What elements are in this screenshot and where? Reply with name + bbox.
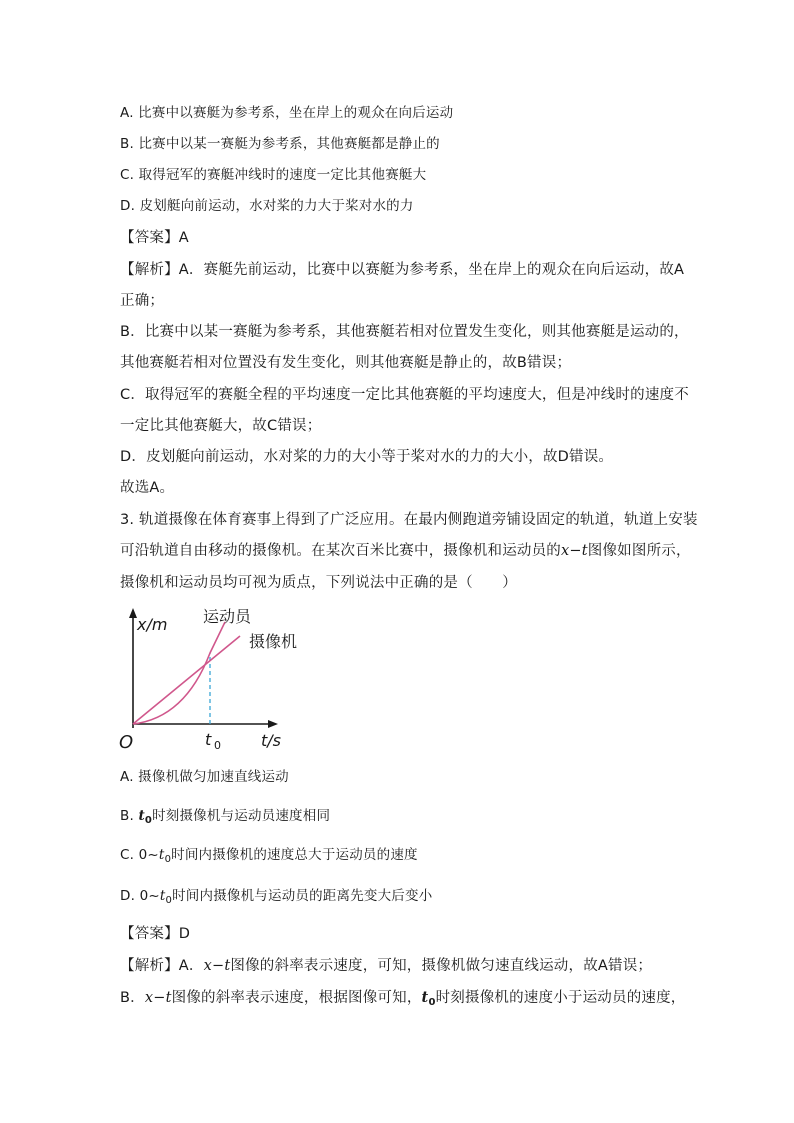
q2-analysis-line-5: C．取得冠军的赛艇全程的平均速度一定比其他赛艇的平均速度大，但是冲线时的速度不 xyxy=(120,387,689,403)
t0-label: t xyxy=(205,730,212,749)
q3-option-d xyxy=(120,886,680,911)
q3-option-c xyxy=(120,845,680,870)
origin-label: O xyxy=(119,732,134,753)
y-axis-label: x/m xyxy=(137,615,168,634)
q3-stem-xt: x−t xyxy=(561,543,588,559)
q3-option-c-sub: 0 xyxy=(164,854,172,865)
q3-option-c-t: t xyxy=(158,847,165,863)
q3-analysis-a-text: 图像的斜率表示速度，可知，摄像机做匀速直线运动，故A错误； xyxy=(230,958,653,974)
q3-option-b-t: t xyxy=(138,808,145,824)
q3-analysis-a-prefix: 【解析】A． xyxy=(120,958,204,974)
q3-option-d-sub: 0 xyxy=(165,895,173,906)
q3-option-b-text: 时刻摄像机与运动员速度相同 xyxy=(152,808,331,824)
camera-label: 摄像机 xyxy=(249,632,298,651)
q3-analysis-b-sub: 0 xyxy=(428,997,436,1008)
q3-option-d-prefix: D. xyxy=(120,888,140,904)
q2-analysis-line-2: 正确； xyxy=(120,293,165,309)
q3-analysis-b-prefix: B． xyxy=(120,990,145,1006)
q3-analysis-b-mid: 图像的斜率表示速度，根据图像可知， xyxy=(171,990,422,1006)
q2-option-a: A. 比赛中以赛艇为参考系，坐在岸上的观众在向后运动 xyxy=(120,105,454,121)
q3-option-c-tilde: ~ xyxy=(147,847,159,863)
q3-option-d-t: t xyxy=(159,888,166,904)
x-axis-label: t/s xyxy=(261,731,281,750)
q3-option-b-prefix: B. xyxy=(120,808,139,824)
q2-analysis-line-3: B．比赛中以某一赛艇为参考系，其他赛艇若相对位置发生变化，则其他赛艇是运动的， xyxy=(120,324,689,340)
q3-analysis-b-xt: x−t xyxy=(144,990,172,1006)
q3-analysis-line-2 xyxy=(120,988,686,1013)
athlete-label: 运动员 xyxy=(203,607,252,626)
q3-stem-line-1: 3. 轨道摄像在体育赛事上得到了广泛应用。在最内侧跑道旁铺设固定的轨道，轨道上安装 xyxy=(120,512,698,528)
q3-analysis-a-xt: x−t xyxy=(203,958,231,974)
q3-analysis-line-1 xyxy=(120,956,680,976)
q2-option-d: D. 皮划艇向前运动，水对桨的力大于桨对水的力 xyxy=(120,198,414,214)
q3-option-d-zero: 0 xyxy=(139,888,149,904)
q3-analysis-b-text: 时刻摄像机的速度小于运动员的速度， xyxy=(435,990,686,1006)
q2-analysis-line-1: 【解析】A．赛艇先前运动，比赛中以赛艇为参考系，坐在岸上的观众在向后运动，故A xyxy=(120,262,685,278)
q3-option-c-prefix: C. xyxy=(120,847,139,863)
t0-subscript: 0 xyxy=(214,739,221,752)
q2-analysis-line-8: 故选A。 xyxy=(120,480,175,496)
q3-analysis-b-t: t xyxy=(421,989,429,1006)
q3-option-d-text: 时间内摄像机与运动员的距离先变大后变小 xyxy=(172,888,433,904)
camera-line xyxy=(133,636,240,724)
q3-stem-line-3: 摄像机和运动员均可视为质点，下列说法中正确的是（ ） xyxy=(120,575,517,591)
q2-analysis-line-4: 其他赛艇若相对位置没有发生变化，则其他赛艇是静止的，故B错误； xyxy=(120,355,572,371)
q3-option-c-zero: 0 xyxy=(138,847,148,863)
xt-graph xyxy=(115,600,315,755)
athlete-curve xyxy=(133,622,225,724)
q2-option-b: B. 比赛中以某一赛艇为参考系，其他赛艇都是静止的 xyxy=(120,136,440,152)
y-axis-arrow-icon xyxy=(129,608,137,618)
q2-option-c: C. 取得冠军的赛艇冲线时的速度一定比其他赛艇大 xyxy=(120,167,427,183)
q2-analysis-line-7: D．皮划艇向前运动，水对桨的力的大小等于桨对水的力的大小，故D错误。 xyxy=(120,449,614,465)
q3-answer: 【答案】D xyxy=(120,926,191,942)
q3-option-a: A. 摄像机做匀加速直线运动 xyxy=(120,769,289,785)
q3-stem-text-b: 图像如图所示， xyxy=(587,543,691,559)
q3-stem-text-a: 可沿轨道自由移动的摄像机。在某次百米比赛中，摄像机和运动员的 xyxy=(120,543,561,559)
x-axis-arrow-icon xyxy=(268,720,278,728)
q2-analysis-line-6: 一定比其他赛艇大，故C错误； xyxy=(120,418,322,434)
q3-option-b-sub: 0 xyxy=(144,815,153,826)
q3-option-d-tilde: ~ xyxy=(148,888,160,904)
q2-answer: 【答案】A xyxy=(120,230,189,246)
q3-option-c-text: 时间内摄像机的速度总大于运动员的速度 xyxy=(171,847,418,863)
q3-option-b xyxy=(120,806,680,831)
q3-stem-line-2 xyxy=(120,541,691,561)
